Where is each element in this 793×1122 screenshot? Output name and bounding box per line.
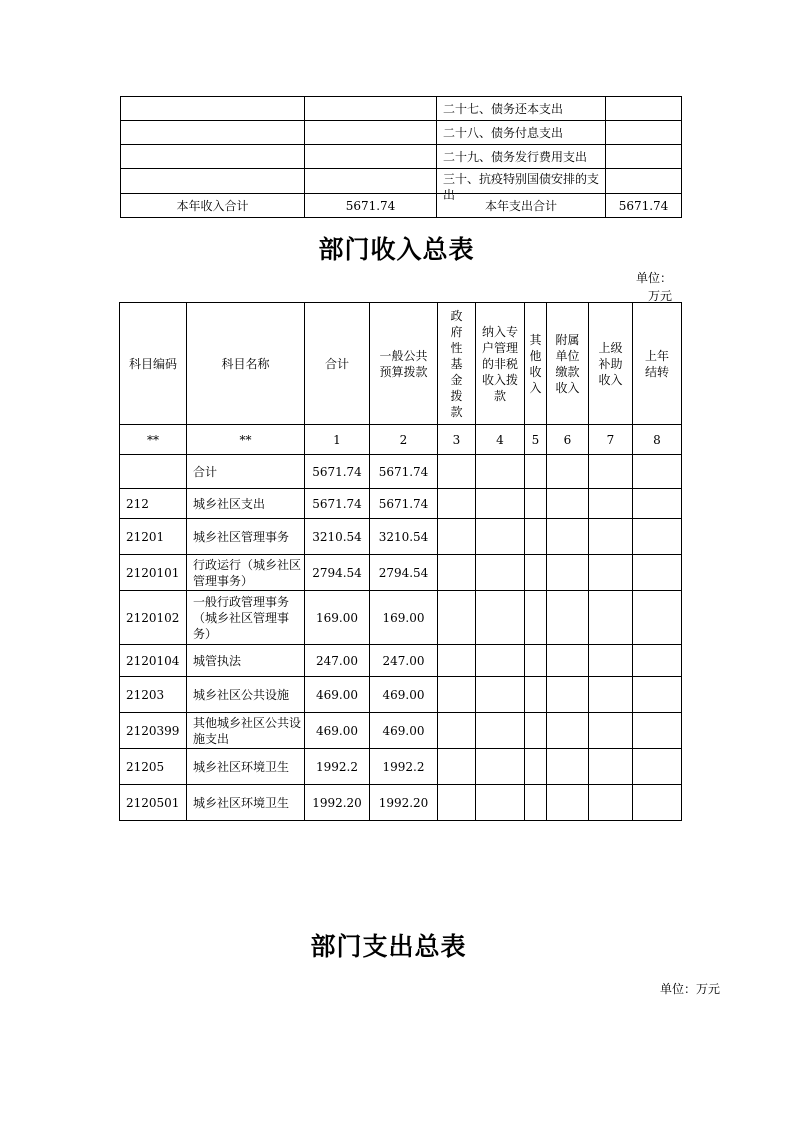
row-name: 合计 (187, 455, 305, 489)
expense-unit-label: 单位：万元 (660, 982, 721, 996)
table-row (120, 677, 682, 713)
row-code: 2120399 (120, 713, 187, 749)
row-total: 247.00 (305, 645, 370, 677)
table-row (120, 455, 682, 489)
row-total: 169.00 (305, 591, 370, 645)
row-code: 21205 (120, 749, 187, 785)
row-general-budget: 469.00 (370, 677, 438, 713)
empty-cell (525, 749, 547, 785)
table-row (120, 645, 682, 677)
header-code: 科目编码 (120, 303, 187, 425)
row-code: 212 (120, 489, 187, 519)
empty-cell (438, 749, 476, 785)
empty-cell (525, 519, 547, 555)
income-total-label: 本年收入合计 (121, 194, 305, 218)
empty-cell (633, 713, 682, 749)
empty-cell (589, 519, 633, 555)
empty-cell (476, 555, 525, 591)
row-code: 2120104 (120, 645, 187, 677)
expense-item: 二十七、债务还本支出 (437, 97, 606, 121)
empty-cell (589, 677, 633, 713)
header-affiliated-income: 附属单位缴款收入 (547, 303, 589, 425)
row-code: 21201 (120, 519, 187, 555)
row-code: 21203 (120, 677, 187, 713)
expense-item: 三十、抗疫特别国债安排的支出 (437, 169, 606, 194)
row-name: 城乡社区公共设施 (187, 677, 305, 713)
empty-cell (476, 749, 525, 785)
unit-value: 万元 (648, 289, 673, 303)
index-row: ** ** 1 2 3 4 5 6 7 8 (120, 425, 682, 455)
row-general-budget: 5671.74 (370, 455, 438, 489)
row-name: 其他城乡社区公共设施支出 (187, 713, 305, 749)
empty-cell (525, 677, 547, 713)
row-general-budget: 3210.54 (370, 519, 438, 555)
empty-cell (589, 785, 633, 821)
empty-cell (438, 519, 476, 555)
row-code: 2120501 (120, 785, 187, 821)
table-row (121, 97, 682, 121)
empty-cell (547, 677, 589, 713)
empty-cell (438, 785, 476, 821)
row-general-budget: 169.00 (370, 591, 438, 645)
totals-row (121, 194, 682, 218)
row-code: 2120102 (120, 591, 187, 645)
empty-cell (438, 677, 476, 713)
table-row (120, 519, 682, 555)
empty-cell (525, 713, 547, 749)
row-name: 城乡社区管理事务 (187, 519, 305, 555)
row-general-budget: 2794.54 (370, 555, 438, 591)
header-special-account: 纳入专户管理的非税收入拨款 (476, 303, 525, 425)
income-total-value: 5671.74 (305, 194, 437, 218)
empty-cell (547, 519, 589, 555)
empty-cell (525, 591, 547, 645)
empty-cell (547, 555, 589, 591)
empty-cell (547, 785, 589, 821)
empty-cell (547, 455, 589, 489)
header-other-income: 其他收入 (525, 303, 547, 425)
header-fund: 政府性基金拨款 (438, 303, 476, 425)
empty-cell (547, 713, 589, 749)
row-total: 2794.54 (305, 555, 370, 591)
row-code (120, 455, 187, 489)
empty-cell (476, 519, 525, 555)
empty-cell (525, 555, 547, 591)
income-table-title: 部门收入总表 (318, 235, 475, 264)
row-code: 2120101 (120, 555, 187, 591)
expense-table-title: 部门支出总表 (310, 932, 467, 961)
expense-total-label: 本年支出合计 (437, 194, 606, 218)
empty-cell (589, 749, 633, 785)
empty-cell (525, 455, 547, 489)
header-name: 科目名称 (187, 303, 305, 425)
table-row (120, 555, 682, 591)
empty-cell (589, 489, 633, 519)
row-general-budget: 1992.2 (370, 749, 438, 785)
header-general-budget: 一般公共预算拨款 (370, 303, 438, 425)
department-income-table (119, 302, 682, 821)
empty-cell (476, 713, 525, 749)
empty-cell (633, 645, 682, 677)
table-row (121, 121, 682, 145)
empty-cell (633, 555, 682, 591)
empty-cell (633, 749, 682, 785)
row-total: 1992.20 (305, 785, 370, 821)
empty-cell (633, 489, 682, 519)
empty-cell (633, 519, 682, 555)
header-carryover: 上年结转 (633, 303, 682, 425)
unit-label: 单位： (636, 271, 673, 285)
budget-summary-table-continuation (120, 96, 682, 218)
row-total: 5671.74 (305, 489, 370, 519)
empty-cell (476, 645, 525, 677)
expense-item: 二十八、债务付息支出 (437, 121, 606, 145)
header-row (120, 303, 682, 425)
row-total: 469.00 (305, 677, 370, 713)
empty-cell (476, 455, 525, 489)
table-row (121, 145, 682, 169)
row-name: 城乡社区支出 (187, 489, 305, 519)
empty-cell (589, 645, 633, 677)
empty-cell (438, 645, 476, 677)
row-total: 469.00 (305, 713, 370, 749)
row-name: 城乡社区环境卫生 (187, 785, 305, 821)
row-total: 3210.54 (305, 519, 370, 555)
row-total: 5671.74 (305, 455, 370, 489)
expense-total-value: 5671.74 (606, 194, 682, 218)
empty-cell (589, 555, 633, 591)
row-name: 一般行政管理事务（城乡社区管理事务） (187, 591, 305, 645)
empty-cell (438, 455, 476, 489)
empty-cell (476, 785, 525, 821)
empty-cell (476, 591, 525, 645)
table-row (120, 591, 682, 645)
row-total: 1992.2 (305, 749, 370, 785)
row-name: 行政运行（城乡社区管理事务） (187, 555, 305, 591)
empty-cell (525, 785, 547, 821)
empty-cell (589, 455, 633, 489)
empty-cell (633, 591, 682, 645)
empty-cell (438, 591, 476, 645)
table-row (120, 713, 682, 749)
expense-item: 二十九、债务发行费用支出 (437, 145, 606, 169)
header-superior-subsidy: 上级补助收入 (589, 303, 633, 425)
table-row (120, 489, 682, 519)
table-row (120, 749, 682, 785)
empty-cell (589, 713, 633, 749)
empty-cell (547, 645, 589, 677)
empty-cell (547, 749, 589, 785)
empty-cell (589, 591, 633, 645)
empty-cell (547, 489, 589, 519)
table-row (121, 169, 682, 194)
empty-cell (476, 677, 525, 713)
header-total: 合计 (305, 303, 370, 425)
empty-cell (547, 591, 589, 645)
row-general-budget: 1992.20 (370, 785, 438, 821)
row-name: 城管执法 (187, 645, 305, 677)
empty-cell (438, 713, 476, 749)
row-name: 城乡社区环境卫生 (187, 749, 305, 785)
row-general-budget: 469.00 (370, 713, 438, 749)
row-general-budget: 247.00 (370, 645, 438, 677)
empty-cell (438, 555, 476, 591)
row-general-budget: 5671.74 (370, 489, 438, 519)
empty-cell (438, 489, 476, 519)
empty-cell (633, 455, 682, 489)
empty-cell (525, 645, 547, 677)
empty-cell (633, 785, 682, 821)
empty-cell (633, 677, 682, 713)
empty-cell (525, 489, 547, 519)
empty-cell (476, 489, 525, 519)
table-row (120, 785, 682, 821)
